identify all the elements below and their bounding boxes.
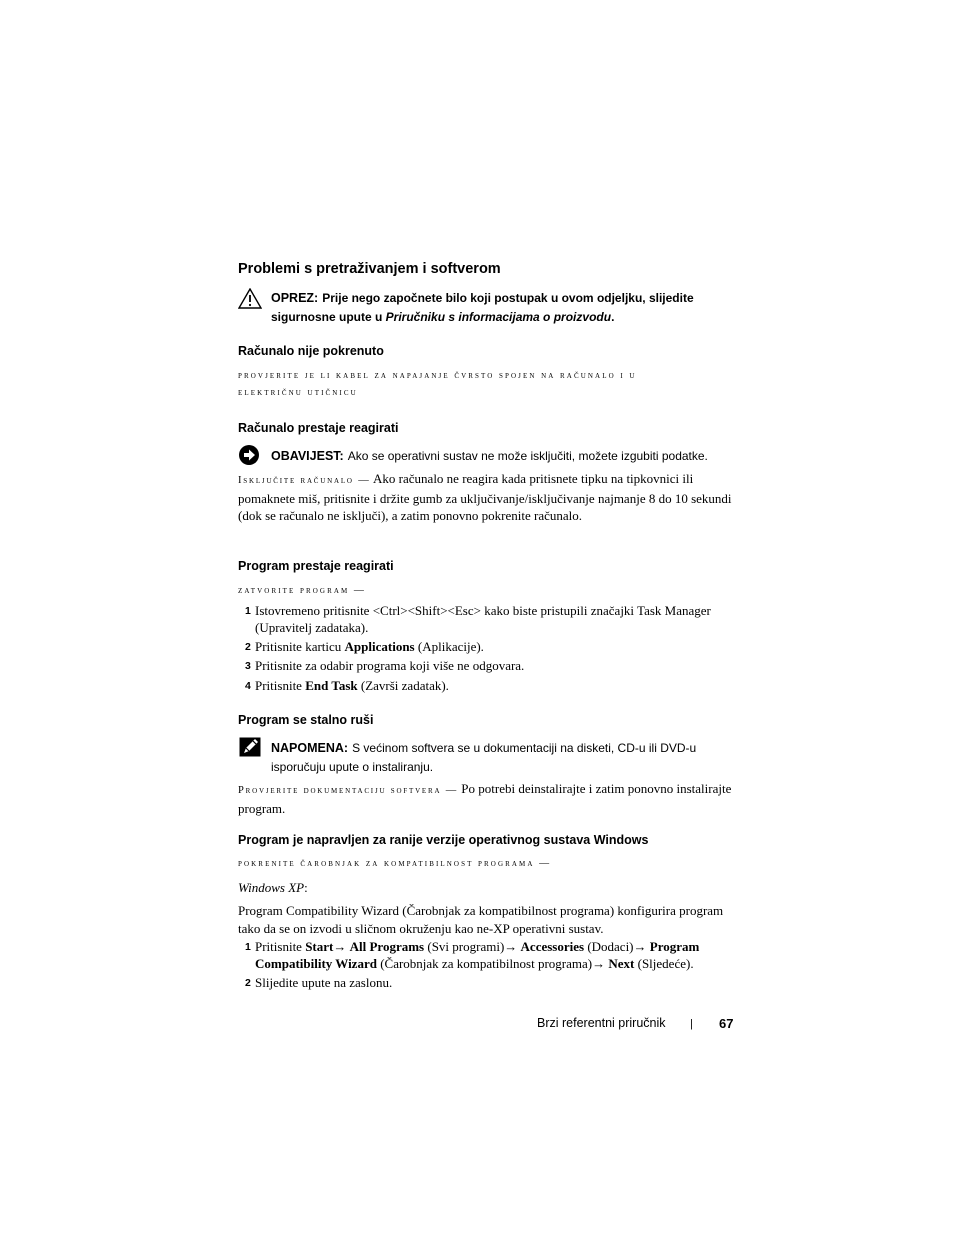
step-number: 1	[245, 605, 251, 617]
step-text: Slijedite upute na zaslonu.	[255, 975, 393, 990]
footer-title: Brzi referentni priručnik	[537, 1016, 666, 1030]
caution-doc-title: Priručniku s informacijama o proizvodu	[385, 309, 612, 324]
menu-compat-wizard: Program Compatibility Wizard	[255, 939, 700, 971]
step-number: 4	[245, 680, 251, 692]
subsection-title-program-crashes: Program se stalno ruši	[238, 713, 374, 727]
caution-block	[271, 289, 741, 326]
step-number: 3	[245, 660, 251, 672]
lead-close-program: zatvorite program —	[238, 585, 367, 596]
caution-text-2: sigurnosne upute u	[271, 309, 386, 324]
step-text: (Svi programi)	[424, 939, 505, 954]
step-text: Pritisnite za odabir programa koji više ne odgovara.	[255, 658, 525, 673]
caution-text-end: .	[611, 309, 615, 324]
menu-all-programs: All Programs	[349, 939, 425, 954]
section-title: Problemi s pretraživanjem i softverom	[238, 261, 501, 277]
body-check-docs: Po potrebi deinstalirajte i zatim ponovno instalirajte program.	[238, 781, 732, 816]
step-text: (Dodaci)	[584, 939, 634, 954]
os-label-line	[238, 879, 735, 897]
step-text-end: (Završi zadatak).	[357, 678, 449, 693]
action-check-cable-line-2: električnu utičnicu	[238, 387, 358, 398]
step-number: 1	[245, 941, 251, 953]
action-check-cable-line-1: provjerite je li kabel za napajanje čvrsto spojen na računalo i u	[238, 370, 637, 381]
subsection-title-not-starting: Računalo nije pokrenuto	[238, 344, 384, 358]
step-text-end: (Aplikacije).	[414, 639, 484, 654]
step-bold: End Task	[305, 678, 358, 693]
paragraph-compat-wizard: Program Compatibility Wizard (Čarobnjak za kompatibilnost programa) konfigurira program tako da se on izvodi u sličnom okruženju kao ne-XP operativni sustav.	[238, 903, 724, 936]
subsection-title-program-stops: Program prestaje reagirati	[238, 559, 394, 573]
footer-separator: |	[690, 1018, 693, 1030]
menu-accessories: Accessories	[520, 939, 585, 954]
lead-check-docs: Provjerite dokumentaciju softvera —	[238, 785, 459, 796]
note-text-1: S većinom softvera se u dokumentaciji na disketi, CD-u ili DVD-u	[352, 741, 697, 755]
button-next: Next	[608, 955, 635, 971]
step-item	[245, 658, 737, 675]
arrow-icon: →	[504, 939, 521, 954]
note-block	[271, 739, 741, 776]
step-bold: Applications	[344, 639, 415, 654]
step-item	[245, 939, 737, 972]
step-number: 2	[245, 977, 251, 989]
step-text: Pritisnite	[255, 678, 306, 693]
arrow-icon: →	[333, 939, 350, 954]
caution-text-1: Prije nego započnete bilo koji postupak u ovom odjeljku, slijedite	[322, 291, 694, 305]
lead-compat-wizard: pokrenite čarobnjak za kompatibilnost programa —	[238, 858, 552, 869]
step-item	[245, 639, 737, 656]
step-number: 2	[245, 641, 251, 653]
step-text: (Sljedeće).	[634, 955, 694, 971]
menu-start: Start	[305, 939, 334, 954]
arrow-icon: →	[592, 955, 609, 971]
step-item	[245, 678, 737, 695]
os-label: Windows XP	[238, 880, 305, 895]
note-text-2: isporučuju upute o instaliranju.	[271, 759, 434, 774]
warning-triangle-icon	[238, 288, 262, 309]
paragraph-power-off	[238, 470, 735, 525]
note-label: NAPOMENA:	[271, 741, 349, 755]
caution-label: OPREZ:	[271, 291, 319, 305]
step-text: Istovremeno pritisnite <Ctrl><Shift><Esc> kako biste pristupili značajki Task Manager (Upravitelj zadataka).	[255, 603, 711, 635]
step-item	[245, 975, 737, 992]
step-item	[245, 603, 737, 636]
notice-arrow-icon	[238, 444, 260, 466]
notice-label: OBAVIJEST:	[271, 449, 344, 463]
lead-power-off: Isključite računalo —	[238, 475, 371, 486]
paragraph-check-docs	[238, 780, 735, 817]
step-text: (Čarobnjak za kompatibilnost programa)	[376, 955, 593, 971]
action-check-cable	[238, 367, 738, 401]
os-label-colon: :	[304, 880, 308, 895]
arrow-icon: →	[633, 939, 650, 954]
subsection-title-stops-responding: Računalo prestaje reagirati	[238, 421, 399, 435]
page-number: 67	[719, 1016, 734, 1031]
note-pencil-icon	[239, 737, 261, 757]
step-text: Pritisnite karticu	[255, 639, 345, 654]
body-power-off: Ako računalo ne reagira kada pritisnete tipku na tipkovnici ili pomaknete miš, pritisnite i držite gumb za uključivanje/isključivanje najmanje 8 do 10 sekundi (dok se računalo ne isključi), a zatim ponovno pokrenite računalo.	[238, 471, 732, 523]
subsection-title-older-windows: Program je napravljen za ranije verzije operativnog sustava Windows	[238, 833, 649, 847]
notice-block	[271, 447, 751, 465]
notice-text: Ako se operativni sustav ne može isključiti, možete izgubiti podatke.	[347, 449, 708, 463]
step-text: Pritisnite	[255, 939, 306, 954]
